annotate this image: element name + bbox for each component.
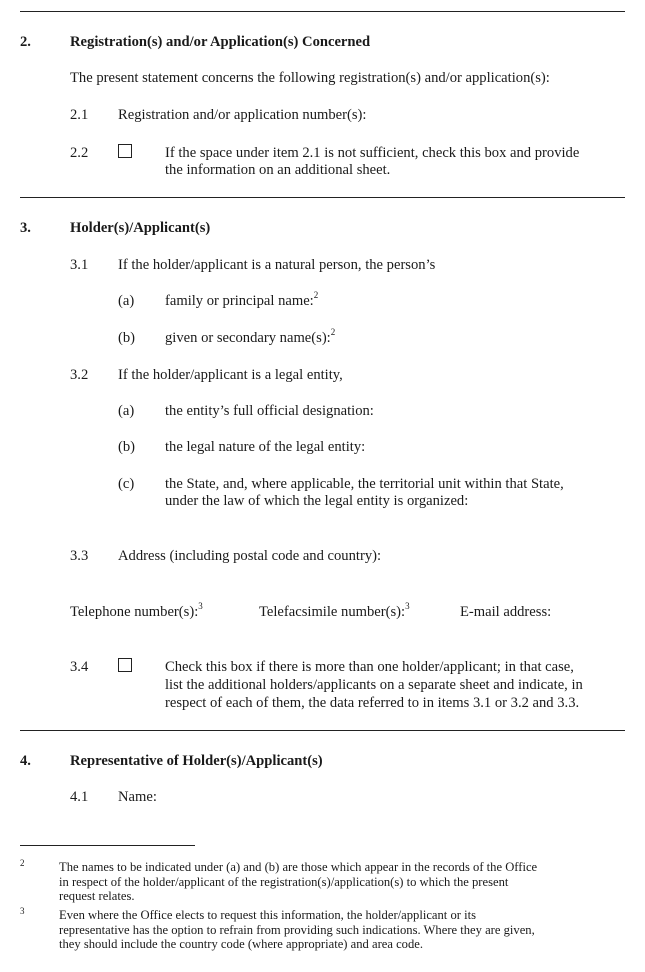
section-3-heading: Holder(s)/Applicant(s) (70, 220, 211, 236)
footnote-ref-3: 3 (198, 601, 203, 612)
footnote-3-mark: 3 (20, 906, 25, 916)
footnote-3-line: Even where the Office elects to request this information, the holder/applicant or its (59, 908, 476, 922)
footnote-2-line: in respect of the holder/applicant of the registration(s)/application(s) to which the present (59, 874, 509, 889)
telefacsimile-label: Telefacsimile number(s):$^3$ (259, 601, 410, 620)
footnote-3-line: they should include the country code (where appropriate) and area code. (59, 937, 424, 952)
item-3-4-checkbox[interactable] (118, 658, 132, 672)
item-3-2-number: 3.2 (70, 367, 89, 383)
item-2-1-label: Registration and/or application number(s): (118, 107, 367, 123)
email-label: E-mail address: (460, 604, 552, 620)
item-4-1-label: Name: (118, 789, 157, 805)
section-2-intro: The present statement concerns the following registration(s) and/or application(s): (70, 70, 550, 86)
item-3-4-text-line3: respect of each of them, the data referred to in items 3.1 or 3.2 and 3.3. (165, 695, 580, 711)
item-2-2-text-line1: If the space under item 2.1 is not sufficient, check this box and provide (165, 145, 580, 161)
item-3-2-c-text-line1: the State, and, where applicable, the territorial unit within that State, (165, 476, 564, 492)
item-3-4-number: 3.4 (70, 659, 89, 675)
item-2-2-text-line2: the information on an additional sheet. (165, 162, 391, 178)
section-4-number: 4. (20, 753, 31, 769)
section-3-number: 3. (20, 220, 31, 236)
footnote-2-line: request relates. (59, 889, 135, 904)
section-4-heading: Representative of Holder(s)/Applicant(s) (70, 753, 323, 769)
item-2-2-checkbox[interactable] (118, 144, 132, 158)
telephone-label: Telephone number(s):$^3$ (70, 601, 203, 620)
footnote-separator (20, 845, 195, 846)
footnote-2-text (59, 860, 537, 904)
item-3-3-text: Address (including postal code and country): (118, 548, 382, 564)
item-3-4-text-line2: list the additional holders/applicants on a separate sheet and indicate, in (165, 677, 583, 693)
top-divider (20, 11, 625, 12)
footnote-ref-2: 2 (330, 327, 336, 338)
item-3-2-a-text: the entity’s full official designation: (165, 403, 374, 419)
section-2-heading: Registration(s) and/or Application(s) Concerned (70, 34, 371, 50)
footnote-3-line: representative has the option to refrain from providing such indications. Where they are given, (59, 922, 535, 937)
item-3-1-a-text: family or principal name:$^2$ (165, 290, 319, 309)
item-3-2-c-label: (c) (118, 476, 135, 492)
footnote-ref-2: 2 (313, 290, 319, 301)
item-3-1-b-text: given or secondary name(s):$^2$ (165, 327, 336, 346)
item-3-2-text: If the holder/applicant is a legal entity, (118, 367, 343, 383)
item-3-3-number: 3.3 (70, 548, 89, 564)
item-3-4-text-line1: Check this box if there is more than one holder/applicant; in that case, (165, 659, 574, 675)
item-3-1-b-label: (b) (118, 330, 136, 346)
section-3-divider (20, 730, 625, 731)
item-3-2-b-label: (b) (118, 439, 136, 455)
footnote-ref-3: 3 (405, 601, 410, 612)
item-3-1-a-label: (a) (118, 293, 135, 309)
item-3-2-b-text: the legal nature of the legal entity: (165, 439, 366, 455)
item-4-1-number: 4.1 (70, 789, 89, 805)
item-3-1-number: 3.1 (70, 257, 89, 273)
item-3-2-c-text-line2: under the law of which the legal entity is organized: (165, 493, 469, 509)
footnote-2-mark: 2 (20, 858, 25, 868)
item-3-1-text: If the holder/applicant is a natural person, the person’s (118, 257, 436, 273)
item-3-2-a-label: (a) (118, 403, 135, 419)
section-2-number: 2. (20, 34, 31, 50)
section-2-divider (20, 197, 625, 198)
item-2-1-number: 2.1 (70, 107, 89, 123)
footnote-2-line: The names to be indicated under (a) and (b) are those which appear in the records of the Office (59, 860, 538, 874)
footnote-3-text (59, 908, 535, 952)
item-2-2-number: 2.2 (70, 145, 89, 161)
